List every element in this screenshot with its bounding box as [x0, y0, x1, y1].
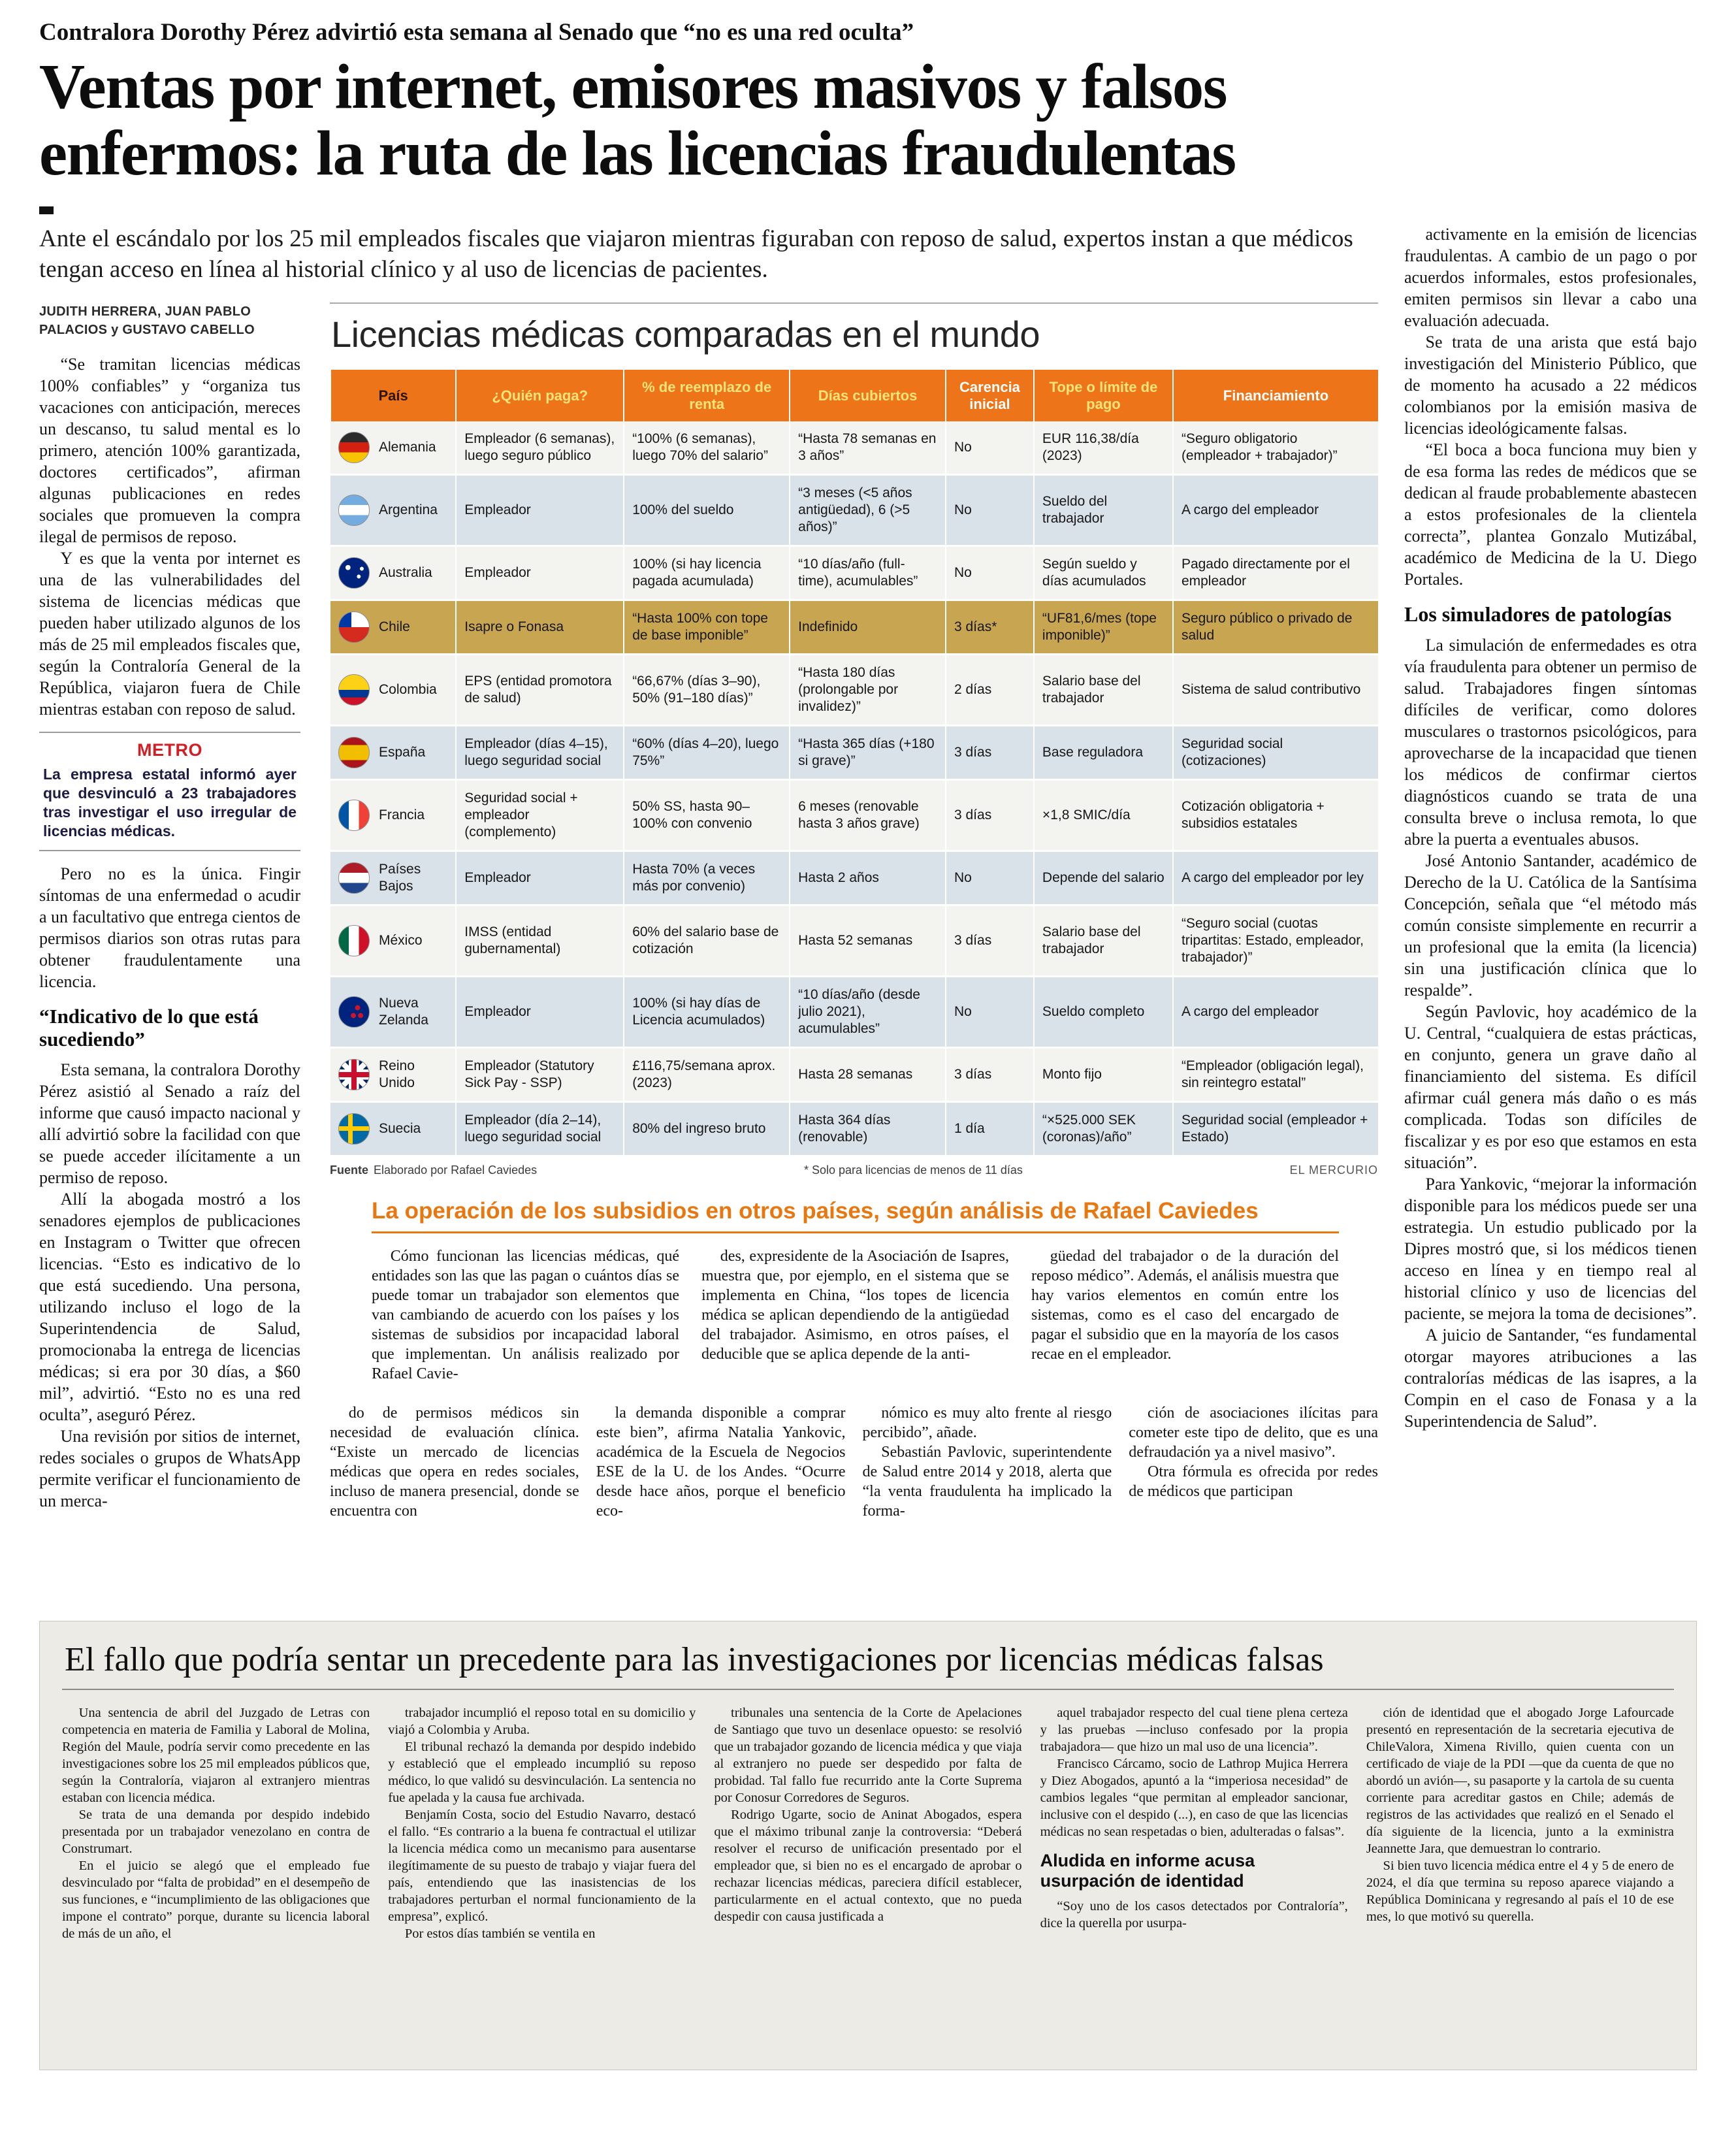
financing-cell: Seguridad social (empleador + Estado)	[1173, 1101, 1378, 1156]
financing-cell: A cargo del empleador	[1173, 976, 1378, 1047]
right-column-block: Los simuladores de patologías	[1404, 602, 1672, 626]
country-name: Nueva Zelanda	[379, 995, 428, 1028]
ruling-section	[39, 1621, 1697, 2070]
table-row	[330, 779, 1378, 851]
country-cell	[330, 905, 456, 976]
replacement-cell: “Hasta 100% con tope de base imponible”	[624, 600, 790, 654]
country-name: Australia	[379, 564, 432, 580]
right-column-block: Según Pavlovic, hoy académico de la U. Central, “cualquiera de estas prácticas, en conjunto, genera un grave daño al financiamiento del sistema. Es difícil afirmar cuál genera más daño o es más complicada. Todas son difíciles de fiscalizar y es por eso que estamos en esta situación”.	[1404, 1001, 1697, 1172]
replacement-cell: 100% del sueldo	[624, 474, 790, 545]
ruling-block: Por estos días también se ventila en	[404, 1927, 596, 1942]
waiting-period-cell: No	[946, 474, 1034, 545]
country-name: Países Bajos	[379, 861, 421, 894]
ruling-block: ción de identidad que el abogado Jorge Lafourcade presentó en representación de la secretaria ejecutiva de ChileValora, Ximena Rivillo, quien cuenta con un certificado de viaje de la PDI —que da cuenta de que no abordó un avión—, su pasaporte y la cartola de su cuenta corriente para acreditar gastos en Chile; además de registros de las actividades que realizó en el Senado el día siguiente de la licencia, junto a la exministra Jeannette Jara, que demuestran lo contrario.	[1366, 1706, 1675, 1857]
right-column	[1404, 223, 1697, 1599]
article-paragraph: Y es que la venta por internet es una de las vulnerabilidades del sistema de licencias médicas que pueden haber utilizado algunos de los más de 25 mil empleados fiscales que, según la Contraloría General de la República, viajaron fuera de Chile mientras estaban con reposo de salud.	[39, 548, 300, 719]
waiting-period-cell: No	[946, 851, 1034, 905]
right-column-block: A juicio de Santander, “es fundamental otorgar mayores atribuciones a las contralorías médicas de las isapres, a la Compin en el caso de Fonasa y a la Superintendencia de Salud”.	[1404, 1325, 1697, 1431]
continuation-col-4	[1129, 1403, 1378, 1521]
days-covered-cell: Hasta 2 años	[790, 851, 946, 905]
waiting-period-cell: 2 días	[946, 654, 1034, 725]
left-paragraphs-mid	[39, 863, 300, 992]
ruling-block: Benjamín Costa, socio del Estudio Navarro, destacó el fallo. “Es contrario a la buena fe contractual el utilizar la licencia médica como un mecanismo para ausentarse ilegítimamente de su puesto de trabajo y viajar fuera del país, entendiendo que las inasistencias de los trabajadores perturban el normal funcionamiento de la empresa”, explicó.	[388, 1808, 696, 1925]
days-covered-cell: “10 días/año (full-time), acumulables”	[790, 545, 946, 600]
country-cell	[330, 851, 456, 905]
licencias-table	[330, 370, 1378, 1157]
pay-cap-cell: “UF81,6/mes (tope imponible)”	[1034, 600, 1173, 654]
table-row	[330, 1047, 1378, 1101]
article-paragraph: Pero no es la única. Fingir síntomas de una enfermedad o acudir a un facultativo que entrega cientos de permisos diarios son otras rutas para obtener fraudulentamente una licencia.	[39, 864, 300, 992]
financing-cell: A cargo del empleador	[1173, 474, 1378, 545]
country-name: Argentina	[379, 502, 438, 517]
country-flag-icon	[338, 1059, 370, 1090]
days-covered-cell: “Hasta 365 días (+180 si grave)”	[790, 725, 946, 779]
column-header: Financiamiento	[1173, 370, 1378, 421]
replacement-cell: 60% del salario base de cotización	[624, 905, 790, 976]
waiting-period-cell: 1 día	[946, 1101, 1034, 1156]
replacement-cell: 100% (si hay días de Licencia acumulados)	[624, 976, 790, 1047]
country-flag-icon	[338, 495, 370, 526]
analysis-title: La operación de los subsidios en otros países, según análisis de Rafael Caviedes	[372, 1197, 1339, 1233]
country-cell	[330, 421, 456, 475]
financing-cell: Seguro público o privado de salud	[1173, 600, 1378, 654]
country-name: Alemania	[379, 439, 436, 455]
article-paragraph: Esta semana, la contralora Dorothy Pérez asistió al Senado a raíz del informe que causó impacto nacional y allí advirtió sobre la facilidad con que se puede acceder ilícitamente a un permiso de reposo.	[39, 1060, 300, 1187]
ruling-block: trabajador incumplió el reposo total en su domicilio y viajó a Colombia y Aruba.	[388, 1706, 696, 1738]
byline: JUDITH HERRERA, JUAN PABLO PALACIOS y GUSTAVO CABELLO	[39, 304, 255, 337]
financing-cell: “Seguro obligatorio (empleador + trabajador)”	[1173, 421, 1378, 475]
pay-cap-cell: ×1,8 SMIC/día	[1034, 779, 1173, 851]
ruling-block: El tribunal rechazó la demanda por despido indebido y estableció que el empleado incumplió su reposo médico, lo que validó su desvinculación. La sentencia no fue apelada y la causa fue archivada.	[388, 1740, 696, 1806]
left-paragraphs-bottom	[39, 1059, 300, 1512]
country-flag-icon	[338, 611, 370, 643]
country-name: Reino Unido	[379, 1058, 415, 1090]
lede: Ante el escándalo por los 25 mil empleados fiscales que viajaron mientras figuraban con reposo de salud, expertos instan a que médicos tengan acceso en línea al historial clínico y al uso de licencias de pacientes.	[39, 225, 1353, 284]
replacement-cell: 100% (si hay licencia pagada acumulada)	[624, 545, 790, 600]
replacement-cell: “100% (6 semanas), luego 70% del salario”	[624, 421, 790, 475]
continuation-col-3	[863, 1403, 1112, 1521]
days-covered-cell: “10 días/año (desde julio 2021), acumulables”	[790, 976, 946, 1047]
analysis-col-1	[372, 1246, 679, 1384]
ruling-block: Francisco Cárcamo, socio de Lathrop Mujica Herrera y Diez Abogados, apuntó a la “imperiosa necesidad” de cambios legales “que permitan al empleador sancionar, inclusive con el despido (...), en caso de que las licencias médicas no sean respetadas o bien, adulteradas o falsas”.	[1040, 1757, 1348, 1840]
replacement-cell: “66,67% (días 3–90), 50% (91–180 días)”	[624, 654, 790, 725]
country-cell	[330, 725, 456, 779]
pay-cap-cell: “×525.000 SEK (coronas)/año”	[1034, 1101, 1173, 1156]
metro-box-text: La empresa estatal informó ayer que desvinculó a 23 trabajadores tras investigar el uso irregular de licencias médicas.	[43, 766, 297, 840]
country-cell	[330, 654, 456, 725]
ruling-col-3	[714, 1704, 1021, 1942]
days-covered-cell: 6 meses (renovable hasta 3 años grave)	[790, 779, 946, 851]
waiting-period-cell: 3 días*	[946, 600, 1034, 654]
country-name: Francia	[379, 807, 425, 822]
article-paragraph: Sebastián Pavlovic, superintendente de Salud entre 2014 y 2018, alerta que “la venta fraudulenta ha implicado la forma-	[862, 1443, 1112, 1520]
pay-cap-cell: Monto fijo	[1034, 1047, 1173, 1101]
who-pays-cell: Empleador	[456, 545, 624, 600]
country-cell	[330, 600, 456, 654]
country-name: México	[379, 932, 423, 948]
replacement-cell: Hasta 70% (a veces más por convenio)	[624, 851, 790, 905]
ruling-block: En el juicio se alegó que el empleado fue desvinculado por “falta de probidad” en el desempeño de sus funciones, e “incumplimiento de las obligaciones que impone el contrato” porque, durante su licencia laboral de más de un año, el	[62, 1859, 370, 1942]
waiting-period-cell: 3 días	[946, 905, 1034, 976]
continuation-col-1	[330, 1403, 579, 1521]
country-flag-icon	[338, 1113, 370, 1145]
right-column-block: Se trata de una arista que está bajo investigación del Ministerio Público, que de momento ha acusado a 22 médicos colombianos por la emisión masiva de licencias ideológicamente falsas.	[1404, 333, 1697, 438]
who-pays-cell: Seguridad social + empleador (complemento)	[456, 779, 624, 851]
table-row	[330, 905, 1378, 976]
table-row	[330, 600, 1378, 654]
center-column	[330, 302, 1378, 1521]
left-subhead: “Indicativo de lo que está sucediendo”	[39, 1005, 259, 1051]
headline-line-1: Ventas por internet, emisores masivos y falsos	[39, 52, 1227, 122]
headline-rule	[39, 206, 1697, 214]
analysis-col-3	[1031, 1246, 1339, 1384]
main-area	[39, 223, 1378, 1599]
ruling-block: Aludida en informe acusa usurpación de identidad	[1040, 1851, 1255, 1891]
country-name: Chile	[379, 619, 410, 634]
kicker: Contralora Dorothy Pérez advirtió esta semana al Senado que “no es una red oculta”	[39, 19, 914, 46]
ruling-block: Se trata de una demanda por despido indebido presentada por un trabajador venezolano en contra de Construmart.	[62, 1808, 370, 1857]
ruling-block: Rodrigo Ugarte, socio de Aninat Abogados, espera que el máximo tribunal zanje la controversia: “Deberá resolver el recurso de unificación presentado por el empleador que, si bien no es el encargado de aprobar o rechazar licencias médicas, pareciera difícil establecer, particularmente en el actual contexto, que no pueda despedir con causa justificada a	[714, 1808, 1022, 1925]
country-flag-icon	[338, 432, 370, 463]
days-covered-cell: Hasta 28 semanas	[790, 1047, 946, 1101]
financing-cell: Sistema de salud contributivo	[1173, 654, 1378, 725]
ruling-col-2	[388, 1704, 696, 1942]
waiting-period-cell: 3 días	[946, 1047, 1034, 1101]
waiting-period-cell: No	[946, 976, 1034, 1047]
country-flag-icon	[338, 996, 370, 1028]
table-footnote: * Solo para licencias de menos de 11 días	[803, 1163, 1023, 1177]
analysis-paragraph: Cómo funcionan las licencias médicas, qué entidades son las que las pagan o cuántos días se puede tomar un trabajador son elementos que van cambiando de acuerdo con los países y los sistemas de subsidios por incapacidad laboral que implementan. Un análisis realizado por Rafael Cavie-	[372, 1247, 679, 1382]
ruling-block: tribunales una sentencia de la Corte de Apelaciones de Santiago que tuvo un desenlace opuesto: se resolvió que un trabajador gozando de licencia médica y que viaja al extranjero no puede ser despedido por falta de probidad. Tal fallo fue recurrido ante la Corte Suprema por Conosur Corredores de Seguros.	[714, 1706, 1022, 1806]
table-row	[330, 474, 1378, 545]
days-covered-cell: “Hasta 180 días (prolongable por invalidez)”	[790, 654, 946, 725]
pay-cap-cell: EUR 116,38/día (2023)	[1034, 421, 1173, 475]
days-covered-cell: Hasta 52 semanas	[790, 905, 946, 976]
waiting-period-cell: No	[946, 421, 1034, 475]
right-column-block: activamente en la emisión de licencias fraudulentas. A cambio de un pago o por acuerdos informales, estos profesionales, emiten permisos sin llevar a cabo una evaluación adecuada.	[1404, 225, 1697, 331]
table-row	[330, 421, 1378, 475]
table-title: Licencias médicas comparadas en el mundo	[331, 313, 1040, 355]
right-column-block: Para Yankovic, “mejorar la información disponible para los médicos puede ser una estrategia. Un estudio publicado por la Dipres mostró que, si los médicos tienen acceso en línea y en tiempo real al historial clínico y uso de licencias del paciente, se mejora la toma de decisiones”.	[1404, 1174, 1697, 1323]
country-flag-icon	[338, 674, 370, 706]
analysis-section	[372, 1197, 1339, 1384]
pay-cap-cell: Base reguladora	[1034, 725, 1173, 779]
country-flag-icon	[338, 862, 370, 894]
who-pays-cell: Empleador	[456, 976, 624, 1047]
headline-line-2: enfermos: la ruta de las licencias fraudulentas	[39, 118, 1236, 189]
country-cell	[330, 1101, 456, 1156]
who-pays-cell: Empleador	[456, 851, 624, 905]
replacement-cell: 80% del ingreso bruto	[624, 1101, 790, 1156]
financing-cell: Cotización obligatoria + subsidios estatales	[1173, 779, 1378, 851]
country-cell	[330, 779, 456, 851]
table-footer	[330, 1163, 1378, 1178]
article-paragraph: Una revisión por sitios de internet, redes sociales o grupos de WhatsApp permite verificar el funcionamiento de un merca-	[39, 1426, 300, 1510]
article-paragraph: la demanda disponible a comprar este bien”, afirma Natalia Yankovic, académica de la Escuela de Negocios ESE de la U. de los Andes. “Ocurre desde hace años, porque el beneficio eco-	[596, 1404, 846, 1520]
column-header: % de reemplazo de renta	[624, 370, 790, 421]
table-header	[330, 370, 1378, 421]
ruling-block: Una sentencia de abril del Juzgado de Letras con competencia en materia de Familia y Laboral de Molina, Región del Maule, podría servir como precedente en las investigaciones sobre los 25 mil empleados públicos que, según la Contraloría, viajaron al extranjero mientras estaban con licencia médica.	[62, 1706, 370, 1806]
article-paragraph: “Se tramitan licencias médicas 100% confiables” y “organiza tus vacaciones con anticipación, mereces un descanso, tu salud mental es lo primero, atención 100% garantizada, doctores certificados”, afirman algunas publicaciones en redes sociales que promueven la compra ilegal de permisos de reposo.	[39, 354, 300, 546]
table-row	[330, 545, 1378, 600]
pay-cap-cell: Salario base del trabajador	[1034, 654, 1173, 725]
ruling-col-5	[1366, 1704, 1674, 1942]
right-column-block: La simulación de enfermedades es otra vía fraudulenta para obtener un permiso de salud. Trabajadores fingen síntomas difíciles de verificar, como dolores musculares o trastornos psicológicos, para aprovecharse de la incapacidad que tienen los médicos de confirmar ciertos diagnósticos cuando se trata de una consulta breve o inclusa remota, lo que abre la puerta a eventuales abusos.	[1404, 635, 1697, 849]
pay-cap-cell: Sueldo completo	[1034, 976, 1173, 1047]
financing-cell: Pagado directamente por el empleador	[1173, 545, 1378, 600]
ruling-block: Si bien tuvo licencia médica entre el 4 y 5 de enero de 2024, el día que termina su reposo aparece viajando a República Dominicana y regresando al país el 10 de ese mes, lo que motivó su querella.	[1366, 1859, 1675, 1925]
replacement-cell: £116,75/semana aprox. (2023)	[624, 1047, 790, 1101]
analysis-paragraph: des, expresidente de la Asociación de Isapres, muestra que, por ejemplo, en el sistema que se implementa en China, “los topes de licencia médica se aplican dependiendo de la antigüedad del trabajador. Asimismo, en otros países, el deducible que se aplica depende de la anti-	[701, 1247, 1009, 1363]
financing-cell: Seguridad social (cotizaciones)	[1173, 725, 1378, 779]
country-cell	[330, 474, 456, 545]
days-covered-cell: “3 meses (<5 años antigüedad), 6 (>5 años)”	[790, 474, 946, 545]
waiting-period-cell: 3 días	[946, 725, 1034, 779]
analysis-col-2	[701, 1246, 1009, 1384]
metro-box	[39, 732, 300, 852]
article-paragraph: nómico es muy alto frente al riesgo percibido”, añade.	[862, 1404, 1112, 1441]
waiting-period-cell: No	[946, 545, 1034, 600]
article-continuation	[330, 1403, 1378, 1521]
who-pays-cell: IMSS (entidad gubernamental)	[456, 905, 624, 976]
who-pays-cell: Empleador (día 2–14), luego seguridad social	[456, 1101, 624, 1156]
replacement-cell: 50% SS, hasta 90–100% con convenio	[624, 779, 790, 851]
days-covered-cell: Indefinido	[790, 600, 946, 654]
financing-cell: “Empleador (obligación legal), sin reintegro estatal”	[1173, 1047, 1378, 1101]
right-column-block: José Antonio Santander, académico de Derecho de la U. Católica de la Santísima Concepción, señala que “el método más común consiste simplemente en recurrir a un profesional que la emita (la licencia) sin una justificación clínica que lo respalde”.	[1404, 851, 1697, 1000]
left-paragraphs-top	[39, 353, 300, 720]
who-pays-cell: Empleador (días 4–15), luego seguridad social	[456, 725, 624, 779]
ruling-block: aquel trabajador respecto del cual tiene plena certeza y las pruebas —incluso confesado por la propia trabajadora— que hizo un mal uso de una licencia”.	[1040, 1706, 1348, 1755]
financing-cell: “Seguro social (cuotas tripartitas: Estado, empleador, trabajador)”	[1173, 905, 1378, 976]
metro-box-title: METRO	[137, 740, 202, 760]
ruling-headline: El fallo que podría sentar un precedente para las investigaciones por licencias médicas falsas	[62, 1638, 1674, 1690]
days-covered-cell: “Hasta 78 semanas en 3 años”	[790, 421, 946, 475]
table-row	[330, 1101, 1378, 1156]
article-paragraph: Otra fórmula es ofrecida por redes de médicos que participan	[1129, 1463, 1378, 1500]
right-column-block: “El boca a boca funciona muy bien y de esa forma las redes de médicos que se dedican al fraude probablemente abastecen a estos profesionales de la clientela correcta”, plantea Gonzalo Mutizábal, académico de Medicina de la U. Diego Portales.	[1404, 440, 1697, 589]
square-marker	[39, 206, 54, 214]
who-pays-cell: Isapre o Fonasa	[456, 600, 624, 654]
article-paragraph: do de permisos médicos sin necesidad de evaluación clínica. “Existe un mercado de licencias médicas que opera en redes sociales, incluso de manera presencial, donde se encuentra con	[330, 1404, 579, 1520]
financing-cell: A cargo del empleador por ley	[1173, 851, 1378, 905]
column-header: Carencia inicial	[946, 370, 1034, 421]
ruling-col-4	[1040, 1704, 1348, 1942]
table-source: Fuente Elaborado por Rafael Caviedes	[330, 1163, 538, 1177]
country-flag-icon	[338, 800, 370, 831]
who-pays-cell: EPS (entidad promotora de salud)	[456, 654, 624, 725]
analysis-paragraph: güedad del trabajador o de la duración del reposo médico”. Además, el análisis muestra que hay varios elementos en común entre los sistemas, como es el caso del encargado de pagar el subsidio que en la mayoría de los casos recae en el empleador.	[1031, 1247, 1339, 1363]
pay-cap-cell: Según sueldo y días acumulados	[1034, 545, 1173, 600]
country-name: Colombia	[379, 681, 437, 697]
main-headline	[39, 54, 1697, 187]
ruling-block: “Soy uno de los casos detectados por Contraloría”, dice la querella por usurpa-	[1040, 1899, 1348, 1931]
country-flag-icon	[338, 925, 370, 956]
ruling-col-1	[62, 1704, 370, 1942]
who-pays-cell: Empleador	[456, 474, 624, 545]
country-cell	[330, 976, 456, 1047]
country-name: España	[379, 744, 426, 760]
pay-cap-cell: Depende del salario	[1034, 851, 1173, 905]
table-body	[330, 421, 1378, 1156]
continuation-col-2	[596, 1403, 846, 1521]
country-flag-icon	[338, 737, 370, 768]
article-paragraph: Allí la abogada mostró a los senadores ejemplos de publicaciones en Instagram o Twitter que ofrecen licencias. “Esto es indicativo de lo que está sucediendo. Una persona, utilizando incluso el logo de la Superintendencia de Salud, promocionaba la entrega de licencias médicas; si era por 30 días, a $60 mil”, advirtió. “Esto no es una red oculta”, aseguró Pérez.	[39, 1189, 300, 1424]
who-pays-cell: Empleador (Statutory Sick Pay - SSP)	[456, 1047, 624, 1101]
country-cell	[330, 545, 456, 600]
country-cell	[330, 1047, 456, 1101]
column-header: Días cubiertos	[790, 370, 946, 421]
column-header: ¿Quién paga?	[456, 370, 624, 421]
country-name: Suecia	[379, 1120, 421, 1136]
article-paragraph: ción de asociaciones ilícitas para cometer este tipo de delito, que es una defraudación ya a nivel masivo”.	[1129, 1404, 1378, 1461]
who-pays-cell: Empleador (6 semanas), luego seguro público	[456, 421, 624, 475]
waiting-period-cell: 3 días	[946, 779, 1034, 851]
pay-cap-cell: Salario base del trabajador	[1034, 905, 1173, 976]
replacement-cell: “60% (días 4–20), luego 75%”	[624, 725, 790, 779]
table-row	[330, 654, 1378, 725]
table-credit: EL MERCURIO	[1289, 1163, 1378, 1177]
days-covered-cell: Hasta 364 días (renovable)	[790, 1101, 946, 1156]
table-row	[330, 976, 1378, 1047]
pay-cap-cell: Sueldo del trabajador	[1034, 474, 1173, 545]
country-flag-icon	[338, 557, 370, 589]
table-row	[330, 851, 1378, 905]
column-header: Tope o límite de pago	[1034, 370, 1173, 421]
table-row	[330, 725, 1378, 779]
column-header: País	[330, 370, 456, 421]
left-column	[39, 302, 300, 1521]
